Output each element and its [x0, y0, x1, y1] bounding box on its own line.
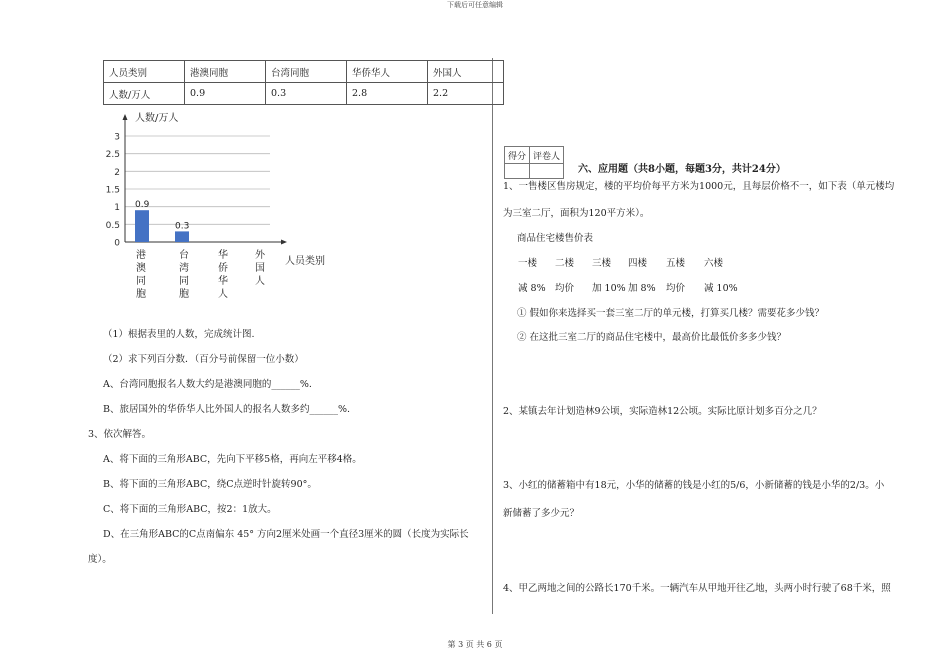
- table-cell: 人数/万人: [104, 83, 185, 105]
- floor-label: 二楼: [555, 258, 575, 269]
- problem-1-question-1: ① 假如你来选择买一套三室二厅的单元楼，打算买几楼？需要花多少钱？: [517, 308, 825, 319]
- task-d-continued: 度）。: [88, 554, 112, 565]
- table-cell: 0.3: [266, 83, 347, 105]
- task-b: B、将下面的三角形ABC，绕C点逆时针旋转90°。: [103, 479, 317, 490]
- y-tick-label: 1: [114, 203, 120, 214]
- floor-label: 一楼: [518, 258, 538, 269]
- table-header-row: [104, 61, 504, 83]
- page-header: 下载后可任意编辑: [447, 1, 503, 9]
- category-label: 外国人: [255, 250, 265, 287]
- price-adjustment: 减 8%: [518, 283, 546, 294]
- category-label: 台湾同胞: [179, 250, 189, 300]
- table-cell: 港澳同胞: [185, 61, 266, 83]
- question-1: （1）根据表里的人数，完成统计图.: [103, 329, 255, 340]
- question-2b: B、旅居国外的华侨华人比外国人的报名人数多约______%.: [103, 404, 351, 415]
- y-tick-label: 0.5: [105, 220, 120, 231]
- floor-label: 四楼: [628, 258, 648, 269]
- bar-data-label: 0.3: [175, 221, 190, 232]
- table-cell: 2.2: [428, 83, 504, 105]
- table-cell: 台湾同胞: [266, 61, 347, 83]
- population-table: [103, 60, 504, 105]
- task-c: C、将下面的三角形ABC，按2：1放大。: [103, 504, 277, 515]
- score-box: [504, 146, 564, 179]
- category-label: 华侨华人: [218, 250, 228, 300]
- problem-4: 4、甲乙两地之间的公路长170千米。一辆汽车从甲地开往乙地，头两小时行驶了68千米，照: [503, 583, 891, 594]
- grader-label: 评卷人: [530, 147, 564, 164]
- table-cell: 2.8: [347, 83, 428, 105]
- question-2: （2）求下列百分数．（百分号前保留一位小数）: [103, 354, 304, 365]
- price-adjustment: 均价: [666, 283, 686, 294]
- column-divider: [492, 58, 493, 614]
- task-d: D、在三角形ABC的C点南偏东 45° 方向2厘米处画一个直径3厘米的圆（长度为实际长: [103, 529, 469, 540]
- task-a: A、将下面的三角形ABC，先向下平移5格，再向左平移4格。: [103, 454, 362, 465]
- y-axis-arrow: [123, 114, 128, 120]
- table-cell: 华侨华人: [347, 61, 428, 83]
- price-adjustment: 减 10%: [704, 283, 738, 294]
- bar: [175, 231, 189, 242]
- price-table-title: 商品住宅楼售价表: [517, 233, 594, 244]
- section-title: 六、应用题（共8小题，每题3分，共计24分）: [578, 164, 786, 175]
- problem-1-continued: 为三室二厅，面积为120平方米）。: [503, 208, 650, 219]
- score-field[interactable]: [505, 164, 530, 179]
- grader-field[interactable]: [530, 164, 564, 179]
- table-cell: 人员类别: [104, 61, 185, 83]
- y-tick-label: 2: [114, 167, 120, 178]
- price-adjustment: 均价: [555, 283, 575, 294]
- y-tick-label: 0: [114, 238, 120, 248]
- problem-1: 1、一售楼区售房规定，楼的平均价每平方米为1000元，且每层价格不一，如下表（单元楼均: [503, 181, 895, 192]
- y-tick-label: 3: [114, 132, 120, 143]
- problem-2: 2、某镇去年计划造林9公顷，实际造林12公顷。实际比原计划多百分之几？: [503, 406, 822, 417]
- y-axis-label: 人数/万人: [135, 113, 179, 124]
- table-row: [104, 83, 504, 105]
- problem-1-question-2: ② 在这批三室二厅的商品住宅楼中，最高价比最低价多多少钱？: [517, 332, 787, 343]
- bar-data-label: 0.9: [135, 200, 150, 211]
- section-3: 3、依次解答。: [88, 429, 152, 440]
- problem-3: 3、小红的储蓄箱中有18元，小华的储蓄的钱是小红的5/6，小新储蓄的钱是小华的2/3。小: [503, 480, 885, 491]
- page-footer: 第 3 页 共 6 页: [447, 640, 503, 649]
- floor-label: 六楼: [704, 258, 724, 269]
- problem-3-continued: 新储蓄了多少元？: [503, 508, 580, 519]
- price-adjustment: 加 10%: [592, 283, 626, 294]
- question-2a: A、台湾同胞报名人数大约是港澳同胞的______%.: [103, 379, 312, 390]
- bar: [135, 210, 149, 242]
- floor-label: 三楼: [592, 258, 612, 269]
- price-adjustment: 加 8%: [628, 283, 656, 294]
- y-tick-label: 1.5: [105, 185, 120, 196]
- table-cell: 0.9: [185, 83, 266, 105]
- table-cell: 外国人: [428, 61, 504, 83]
- x-axis-arrow: [281, 240, 287, 245]
- floor-label: 五楼: [666, 258, 686, 269]
- score-label: 得分: [505, 147, 530, 164]
- category-label: 港澳同胞: [136, 250, 146, 300]
- bar-chart: [105, 108, 350, 248]
- x-axis-label: 人员类别: [285, 256, 325, 267]
- y-tick-label: 2.5: [105, 150, 120, 161]
